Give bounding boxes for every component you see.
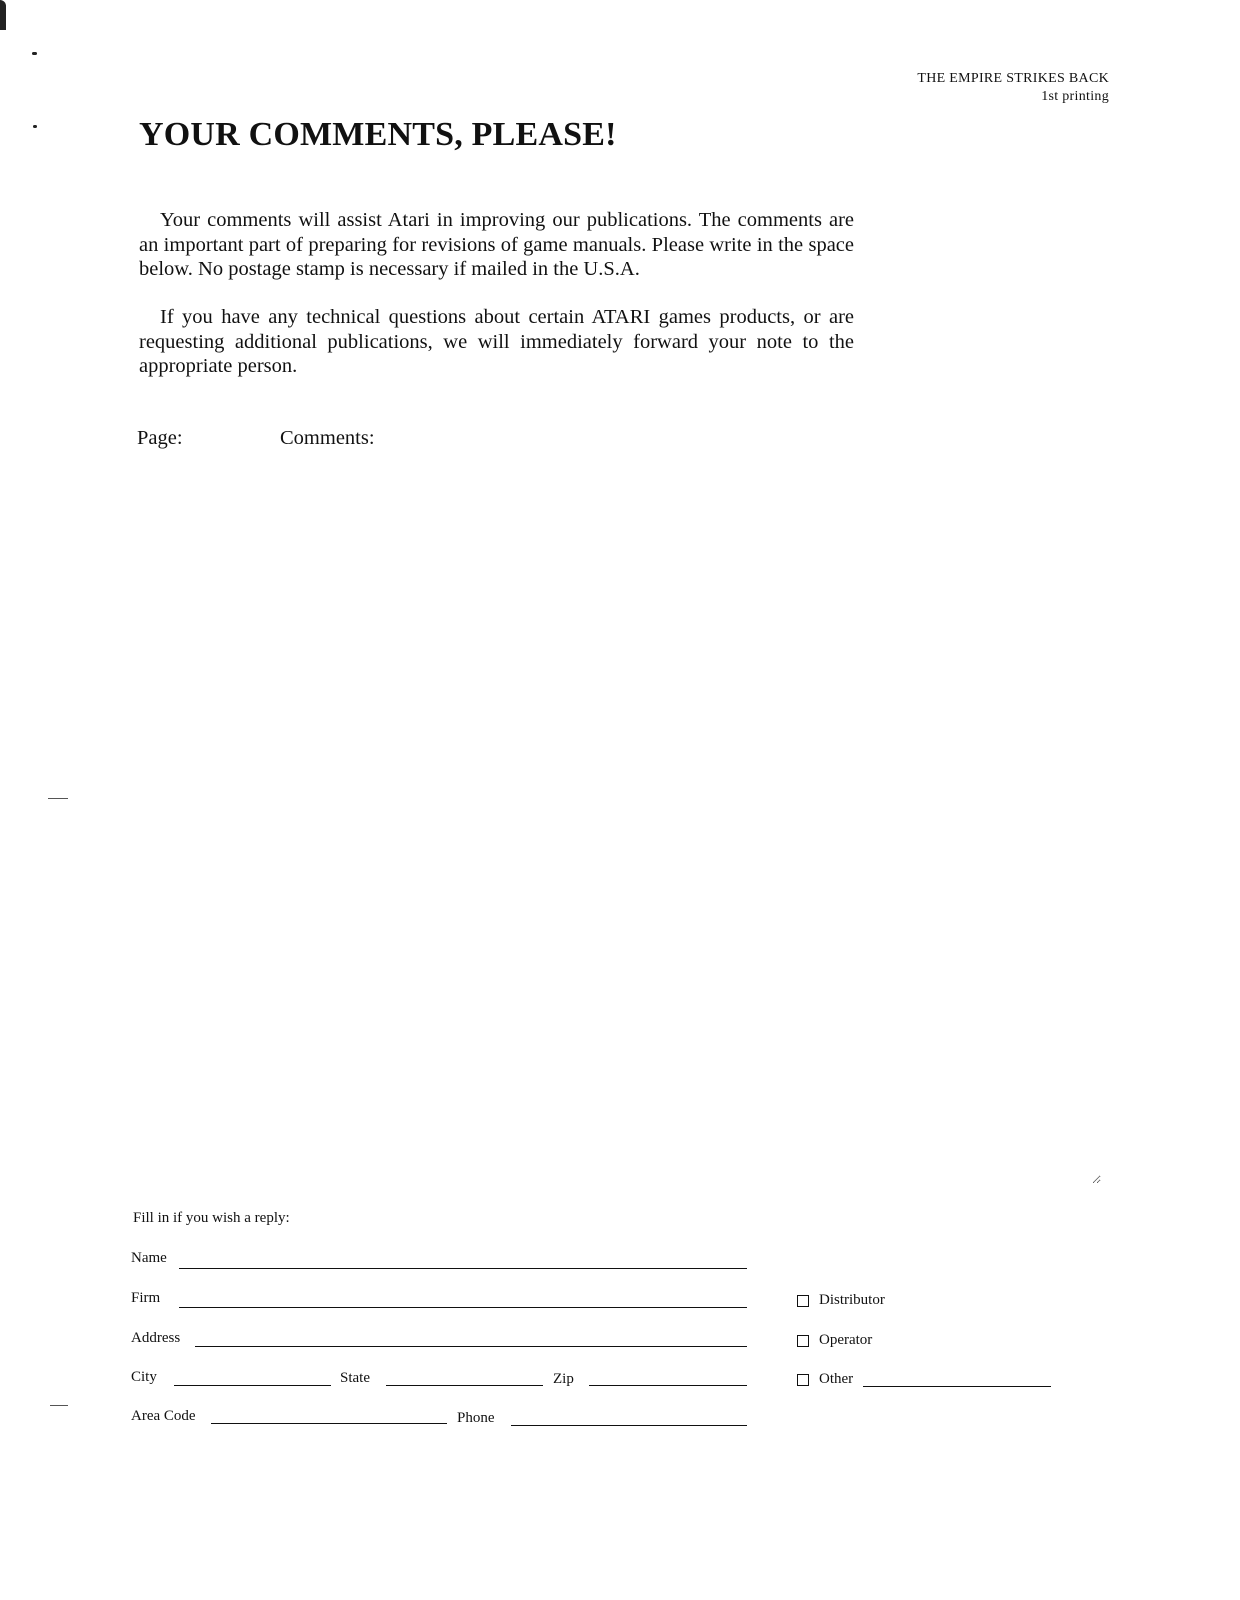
area-code-field[interactable] (211, 1403, 447, 1424)
firm-field[interactable] (179, 1287, 747, 1308)
zip-field[interactable] (589, 1365, 747, 1386)
operator-label: Operator (819, 1332, 873, 1348)
scan-corner-mark (0, 0, 6, 30)
state-label: State (340, 1370, 370, 1386)
area-code-label: Area Code (131, 1408, 196, 1424)
other-option[interactable] (797, 1371, 853, 1388)
city-label: City (131, 1369, 157, 1385)
firm-label: Firm (131, 1290, 161, 1306)
address-label: Address (131, 1330, 181, 1346)
printing-edition: 1st printing (1041, 89, 1109, 104)
other-checkbox[interactable] (797, 1374, 809, 1386)
zip-label: Zip (553, 1371, 574, 1387)
phone-label: Phone (457, 1410, 495, 1426)
state-field[interactable] (386, 1365, 543, 1386)
other-field[interactable] (863, 1366, 1051, 1387)
comments-label: Comments: (280, 427, 375, 449)
scan-dash (48, 798, 68, 799)
technical-questions-paragraph: If you have any technical questions about certain ATARI games products, or are requesting additional publications, we will immediately forward your note to the appropriate person. (139, 306, 854, 377)
comments-field[interactable] (137, 460, 1101, 1184)
distributor-option[interactable] (797, 1292, 885, 1309)
other-label: Other (819, 1371, 854, 1387)
address-field[interactable] (195, 1326, 747, 1347)
intro-paragraph: Your comments will assist Atari in improving our publications. The comments are an important part of preparing for revisions of game manuals. Please write in the space below. No postage stamp is necessary if mailed in the U.S.A. (139, 209, 854, 280)
distributor-label: Distributor (819, 1292, 885, 1308)
phone-field[interactable] (511, 1405, 747, 1426)
reply-form-title: Fill in if you wish a reply: (133, 1210, 290, 1226)
game-title: THE EMPIRE STRIKES BACK (917, 71, 1109, 86)
page-label: Page: (137, 427, 183, 449)
scan-dash (50, 1405, 68, 1406)
page-title: YOUR COMMENTS, PLEASE! (139, 116, 617, 153)
operator-checkbox[interactable] (797, 1335, 809, 1347)
document-header (917, 70, 1109, 106)
distributor-checkbox[interactable] (797, 1295, 809, 1307)
scan-speck (32, 52, 37, 55)
name-field[interactable] (179, 1248, 747, 1269)
scan-speck (33, 125, 37, 128)
name-label: Name (131, 1250, 167, 1266)
operator-option[interactable] (797, 1332, 872, 1349)
city-field[interactable] (174, 1365, 331, 1386)
